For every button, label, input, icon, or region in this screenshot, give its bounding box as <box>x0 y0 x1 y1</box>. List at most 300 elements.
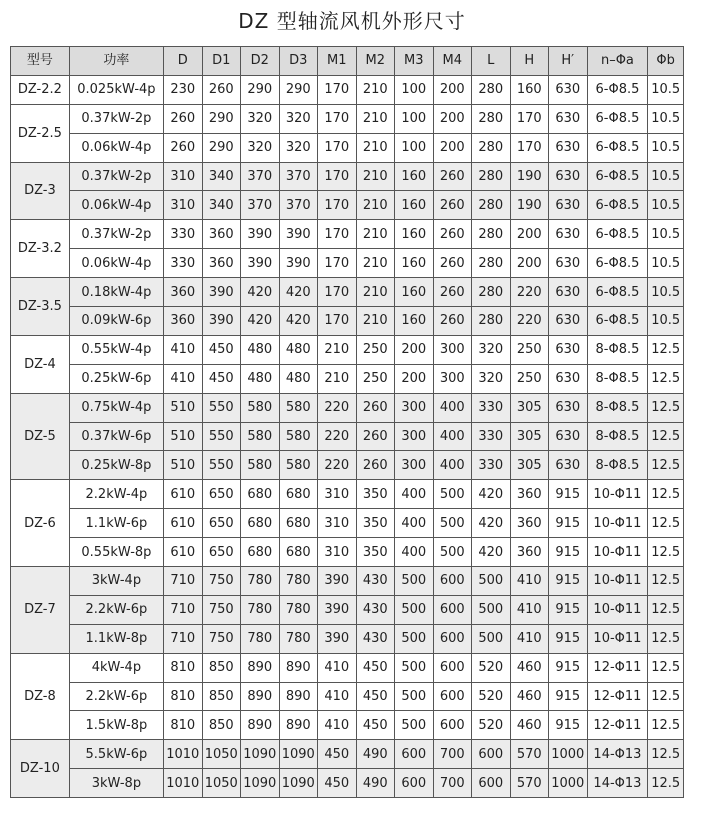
dimension-cell: 100 <box>395 104 434 133</box>
dimension-cell: 320 <box>279 133 318 162</box>
power-cell: 0.06kW-4p <box>69 133 163 162</box>
dimension-cell: 6-Φ8.5 <box>587 307 648 336</box>
dimension-cell: 630 <box>549 133 588 162</box>
dimension-cell: 210 <box>356 307 395 336</box>
dimension-cell: 10.5 <box>648 104 684 133</box>
column-header: H <box>510 47 549 76</box>
dimension-cell: 410 <box>318 682 357 711</box>
dimension-cell: 915 <box>549 509 588 538</box>
dimension-cell: 260 <box>356 393 395 422</box>
dimension-cell: 480 <box>241 364 280 393</box>
dimension-cell: 410 <box>318 711 357 740</box>
dimension-cell: 680 <box>241 538 280 567</box>
dimension-cell: 420 <box>472 480 511 509</box>
dimension-cell: 550 <box>202 393 241 422</box>
dimension-cell: 370 <box>241 162 280 191</box>
dimension-cell: 330 <box>164 249 203 278</box>
table-header <box>11 47 684 76</box>
dimension-cell: 580 <box>279 393 318 422</box>
column-header: 型号 <box>11 47 70 76</box>
dimension-cell: 310 <box>318 538 357 567</box>
dimension-cell: 915 <box>549 624 588 653</box>
dimension-cell: 510 <box>164 393 203 422</box>
dimension-cell: 6-Φ8.5 <box>587 249 648 278</box>
dimension-cell: 370 <box>241 191 280 220</box>
dimension-cell: 10-Φ11 <box>587 567 648 596</box>
table-row <box>11 769 684 798</box>
dimension-cell: 630 <box>549 422 588 451</box>
dimension-cell: 250 <box>356 364 395 393</box>
dimension-cell: 10-Φ11 <box>587 538 648 567</box>
power-cell: 0.25kW-8p <box>69 451 163 480</box>
dimension-cell: 680 <box>241 509 280 538</box>
model-cell: DZ-3.2 <box>11 220 70 278</box>
dimension-cell: 430 <box>356 624 395 653</box>
dimension-cell: 160 <box>395 278 434 307</box>
dimension-cell: 12.5 <box>648 335 684 364</box>
dimension-cell: 460 <box>510 711 549 740</box>
dimension-cell: 260 <box>164 104 203 133</box>
dimension-cell: 260 <box>433 220 472 249</box>
column-header: D <box>164 47 203 76</box>
dimension-cell: 780 <box>241 595 280 624</box>
dimension-cell: 850 <box>202 682 241 711</box>
dimension-cell: 210 <box>356 220 395 249</box>
dimension-cell: 420 <box>279 278 318 307</box>
dimension-cell: 200 <box>510 249 549 278</box>
dimension-cell: 600 <box>395 769 434 798</box>
dimension-cell: 915 <box>549 567 588 596</box>
power-cell: 0.37kW-2p <box>69 162 163 191</box>
dimension-cell: 915 <box>549 480 588 509</box>
dimension-cell: 420 <box>241 278 280 307</box>
dimension-cell: 290 <box>279 75 318 104</box>
dimension-cell: 400 <box>433 451 472 480</box>
dimension-cell: 480 <box>279 335 318 364</box>
dimension-cell: 190 <box>510 162 549 191</box>
dimension-cell: 570 <box>510 740 549 769</box>
dimension-cell: 12.5 <box>648 769 684 798</box>
dimension-cell: 360 <box>510 509 549 538</box>
table-row <box>11 75 684 104</box>
dimension-cell: 280 <box>472 104 511 133</box>
dimension-cell: 410 <box>164 364 203 393</box>
dimension-cell: 490 <box>356 769 395 798</box>
dimension-cell: 280 <box>472 133 511 162</box>
dimension-cell: 780 <box>241 624 280 653</box>
dimension-cell: 630 <box>549 191 588 220</box>
model-cell: DZ-8 <box>11 653 70 740</box>
dimension-cell: 420 <box>279 307 318 336</box>
dimension-cell: 160 <box>395 307 434 336</box>
dimension-cell: 500 <box>395 595 434 624</box>
dimension-cell: 8-Φ8.5 <box>587 364 648 393</box>
dimension-cell: 490 <box>356 740 395 769</box>
dimension-cell: 14-Φ13 <box>587 740 648 769</box>
power-cell: 0.75kW-4p <box>69 393 163 422</box>
dimension-cell: 520 <box>472 711 511 740</box>
dimension-cell: 915 <box>549 595 588 624</box>
dimension-cell: 12-Φ11 <box>587 653 648 682</box>
dimension-cell: 340 <box>202 191 241 220</box>
dimension-cell: 210 <box>356 75 395 104</box>
dimension-cell: 680 <box>241 480 280 509</box>
dimension-cell: 305 <box>510 422 549 451</box>
dimension-cell: 260 <box>433 191 472 220</box>
dimension-cell: 160 <box>510 75 549 104</box>
dimension-cell: 630 <box>549 75 588 104</box>
dimension-cell: 10.5 <box>648 220 684 249</box>
dimension-cell: 890 <box>241 682 280 711</box>
dimension-cell: 260 <box>433 162 472 191</box>
dimension-cell: 410 <box>510 567 549 596</box>
dimension-cell: 390 <box>202 307 241 336</box>
dimension-cell: 280 <box>472 220 511 249</box>
dimension-cell: 630 <box>549 335 588 364</box>
dimension-cell: 630 <box>549 364 588 393</box>
dimension-cell: 280 <box>472 191 511 220</box>
dimension-cell: 12.5 <box>648 653 684 682</box>
dimension-cell: 1050 <box>202 769 241 798</box>
dimension-cell: 500 <box>395 567 434 596</box>
dimension-cell: 160 <box>395 162 434 191</box>
dimension-cell: 580 <box>241 422 280 451</box>
dimension-cell: 680 <box>279 480 318 509</box>
dimension-cell: 630 <box>549 278 588 307</box>
dimension-cell: 10.5 <box>648 162 684 191</box>
table-row <box>11 682 684 711</box>
dimension-cell: 450 <box>318 740 357 769</box>
page-title: DZ 型轴流风机外形尺寸 <box>238 9 466 33</box>
dimension-cell: 680 <box>279 509 318 538</box>
dimension-cell: 260 <box>433 249 472 278</box>
table-row <box>11 567 684 596</box>
dimension-cell: 220 <box>510 278 549 307</box>
dimension-cell: 12.5 <box>648 480 684 509</box>
dimension-cell: 420 <box>472 509 511 538</box>
dimension-cell: 220 <box>510 307 549 336</box>
dimension-cell: 200 <box>395 335 434 364</box>
dimension-cell: 290 <box>241 75 280 104</box>
power-cell: 0.06kW-4p <box>69 191 163 220</box>
dimension-cell: 750 <box>202 567 241 596</box>
dimension-cell: 580 <box>241 451 280 480</box>
dimensions-table <box>10 46 684 798</box>
dimension-cell: 305 <box>510 451 549 480</box>
dimension-cell: 6-Φ8.5 <box>587 104 648 133</box>
power-cell: 0.37kW-6p <box>69 422 163 451</box>
dimension-cell: 780 <box>279 624 318 653</box>
table-row <box>11 249 684 278</box>
dimension-cell: 1000 <box>549 769 588 798</box>
column-header: D3 <box>279 47 318 76</box>
dimension-cell: 810 <box>164 682 203 711</box>
dimension-cell: 410 <box>510 624 549 653</box>
dimension-cell: 600 <box>395 740 434 769</box>
dimension-cell: 330 <box>164 220 203 249</box>
dimension-cell: 320 <box>472 364 511 393</box>
dimension-cell: 12-Φ11 <box>587 682 648 711</box>
dimension-cell: 450 <box>356 682 395 711</box>
dimension-cell: 520 <box>472 682 511 711</box>
dimension-cell: 915 <box>549 653 588 682</box>
dimension-cell: 360 <box>164 278 203 307</box>
table-row <box>11 364 684 393</box>
dimension-cell: 680 <box>279 538 318 567</box>
dimension-cell: 170 <box>318 191 357 220</box>
dimension-cell: 915 <box>549 711 588 740</box>
dimension-cell: 510 <box>164 451 203 480</box>
dimension-cell: 310 <box>318 509 357 538</box>
dimension-cell: 210 <box>318 335 357 364</box>
dimension-cell: 430 <box>356 567 395 596</box>
dimension-cell: 500 <box>395 682 434 711</box>
dimension-cell: 390 <box>241 220 280 249</box>
dimension-cell: 6-Φ8.5 <box>587 191 648 220</box>
dimension-cell: 370 <box>279 191 318 220</box>
dimension-cell: 650 <box>202 480 241 509</box>
dimension-cell: 170 <box>318 133 357 162</box>
dimension-cell: 1090 <box>241 769 280 798</box>
dimension-cell: 360 <box>202 249 241 278</box>
dimension-cell: 500 <box>433 538 472 567</box>
dimension-cell: 160 <box>395 249 434 278</box>
dimension-cell: 210 <box>356 133 395 162</box>
dimension-cell: 330 <box>472 451 511 480</box>
table-row <box>11 653 684 682</box>
dimension-cell: 320 <box>279 104 318 133</box>
dimension-cell: 360 <box>510 480 549 509</box>
table-row <box>11 162 684 191</box>
dimension-cell: 600 <box>433 711 472 740</box>
column-header: L <box>472 47 511 76</box>
dimension-cell: 200 <box>433 75 472 104</box>
dimension-cell: 170 <box>318 162 357 191</box>
dimension-cell: 630 <box>549 451 588 480</box>
column-header: D2 <box>241 47 280 76</box>
dimension-cell: 170 <box>510 104 549 133</box>
header-row <box>11 47 684 76</box>
dimension-cell: 100 <box>395 133 434 162</box>
column-header: M3 <box>395 47 434 76</box>
power-cell: 1.1kW-6p <box>69 509 163 538</box>
dimension-cell: 12.5 <box>648 624 684 653</box>
dimension-cell: 390 <box>279 220 318 249</box>
power-cell: 1.5kW-8p <box>69 711 163 740</box>
dimension-cell: 700 <box>433 740 472 769</box>
dimension-cell: 890 <box>279 711 318 740</box>
dimension-cell: 850 <box>202 711 241 740</box>
dimension-cell: 10.5 <box>648 75 684 104</box>
dimension-cell: 6-Φ8.5 <box>587 162 648 191</box>
dimension-cell: 170 <box>510 133 549 162</box>
dimension-cell: 430 <box>356 595 395 624</box>
dimension-cell: 350 <box>356 509 395 538</box>
table-row <box>11 104 684 133</box>
column-header: D1 <box>202 47 241 76</box>
table-row <box>11 595 684 624</box>
dimension-cell: 915 <box>549 538 588 567</box>
dimension-cell: 12.5 <box>648 422 684 451</box>
dimension-cell: 8-Φ8.5 <box>587 422 648 451</box>
dimension-cell: 610 <box>164 538 203 567</box>
dimension-cell: 1010 <box>164 769 203 798</box>
dimension-cell: 360 <box>164 307 203 336</box>
dimension-cell: 170 <box>318 249 357 278</box>
dimension-cell: 500 <box>395 624 434 653</box>
dimension-cell: 450 <box>356 653 395 682</box>
power-cell: 0.025kW-4p <box>69 75 163 104</box>
dimension-cell: 915 <box>549 682 588 711</box>
dimension-cell: 480 <box>279 364 318 393</box>
model-cell: DZ-5 <box>11 393 70 480</box>
dimension-cell: 10.5 <box>648 133 684 162</box>
power-cell: 0.25kW-6p <box>69 364 163 393</box>
dimension-cell: 710 <box>164 567 203 596</box>
dimension-cell: 600 <box>472 740 511 769</box>
dimension-cell: 780 <box>279 567 318 596</box>
dimension-cell: 10.5 <box>648 278 684 307</box>
dimension-cell: 100 <box>395 75 434 104</box>
dimension-cell: 390 <box>318 567 357 596</box>
dimension-cell: 6-Φ8.5 <box>587 75 648 104</box>
dimension-cell: 390 <box>202 278 241 307</box>
dimension-cell: 650 <box>202 509 241 538</box>
column-header: H′ <box>549 47 588 76</box>
dimension-cell: 600 <box>433 624 472 653</box>
dimension-cell: 480 <box>241 335 280 364</box>
dimension-cell: 630 <box>549 249 588 278</box>
table-row <box>11 480 684 509</box>
dimension-cell: 750 <box>202 595 241 624</box>
dimension-cell: 450 <box>356 711 395 740</box>
table-row <box>11 624 684 653</box>
dimension-cell: 750 <box>202 624 241 653</box>
dimension-cell: 890 <box>241 711 280 740</box>
dimension-cell: 300 <box>395 393 434 422</box>
dimension-cell: 12.5 <box>648 682 684 711</box>
dimension-cell: 850 <box>202 653 241 682</box>
table-row <box>11 220 684 249</box>
power-cell: 2.2kW-6p <box>69 682 163 711</box>
dimension-cell: 250 <box>510 335 549 364</box>
dimension-cell: 580 <box>241 393 280 422</box>
table-row <box>11 335 684 364</box>
dimension-cell: 600 <box>433 595 472 624</box>
dimension-cell: 320 <box>241 133 280 162</box>
power-cell: 4kW-4p <box>69 653 163 682</box>
dimension-cell: 210 <box>318 364 357 393</box>
dimension-cell: 220 <box>318 393 357 422</box>
dimension-cell: 300 <box>433 364 472 393</box>
dimension-cell: 160 <box>395 191 434 220</box>
dimension-cell: 400 <box>433 422 472 451</box>
dimension-cell: 390 <box>318 624 357 653</box>
dimension-cell: 570 <box>510 769 549 798</box>
dimension-cell: 200 <box>433 104 472 133</box>
dimension-cell: 10-Φ11 <box>587 480 648 509</box>
dimension-cell: 280 <box>472 307 511 336</box>
dimension-cell: 600 <box>433 653 472 682</box>
model-cell: DZ-10 <box>11 740 70 798</box>
dimension-cell: 600 <box>433 567 472 596</box>
dimension-cell: 410 <box>510 595 549 624</box>
dimension-cell: 600 <box>472 769 511 798</box>
dimension-cell: 260 <box>164 133 203 162</box>
dimension-cell: 200 <box>395 364 434 393</box>
dimension-cell: 12.5 <box>648 451 684 480</box>
dimension-cell: 12.5 <box>648 393 684 422</box>
table-row <box>11 740 684 769</box>
dimension-cell: 10-Φ11 <box>587 624 648 653</box>
model-cell: DZ-7 <box>11 567 70 654</box>
power-cell: 1.1kW-8p <box>69 624 163 653</box>
dimension-cell: 460 <box>510 682 549 711</box>
dimension-cell: 550 <box>202 422 241 451</box>
dimension-cell: 810 <box>164 711 203 740</box>
dimension-cell: 12.5 <box>648 595 684 624</box>
dimension-cell: 580 <box>279 451 318 480</box>
power-cell: 2.2kW-6p <box>69 595 163 624</box>
dimension-cell: 500 <box>395 653 434 682</box>
dimension-cell: 12-Φ11 <box>587 711 648 740</box>
dimension-cell: 10.5 <box>648 307 684 336</box>
dimension-cell: 10-Φ11 <box>587 509 648 538</box>
dimension-cell: 400 <box>395 538 434 567</box>
model-cell: DZ-2.2 <box>11 75 70 104</box>
dimension-cell: 260 <box>356 422 395 451</box>
power-cell: 0.55kW-8p <box>69 538 163 567</box>
dimension-cell: 210 <box>356 249 395 278</box>
power-cell: 0.18kW-4p <box>69 278 163 307</box>
dimension-cell: 500 <box>472 567 511 596</box>
column-header: M2 <box>356 47 395 76</box>
dimension-cell: 890 <box>279 682 318 711</box>
dimension-cell: 280 <box>472 249 511 278</box>
dimension-cell: 6-Φ8.5 <box>587 133 648 162</box>
dimension-cell: 12.5 <box>648 364 684 393</box>
dimension-cell: 220 <box>318 422 357 451</box>
dimension-cell: 400 <box>395 509 434 538</box>
dimension-cell: 260 <box>433 278 472 307</box>
dimension-cell: 170 <box>318 220 357 249</box>
dimension-cell: 1000 <box>549 740 588 769</box>
model-cell: DZ-6 <box>11 480 70 567</box>
dimension-cell: 260 <box>433 307 472 336</box>
dimension-cell: 320 <box>472 335 511 364</box>
dimension-cell: 8-Φ8.5 <box>587 335 648 364</box>
power-cell: 0.09kW-6p <box>69 307 163 336</box>
dimension-cell: 290 <box>202 104 241 133</box>
dimension-cell: 710 <box>164 595 203 624</box>
dimension-cell: 610 <box>164 480 203 509</box>
table-row <box>11 422 684 451</box>
power-cell: 2.2kW-4p <box>69 480 163 509</box>
dimension-cell: 12.5 <box>648 740 684 769</box>
dimension-cell: 780 <box>279 595 318 624</box>
dimension-cell: 500 <box>472 595 511 624</box>
dimension-cell: 160 <box>395 220 434 249</box>
dimension-cell: 300 <box>395 451 434 480</box>
dimension-cell: 200 <box>433 133 472 162</box>
dimension-cell: 630 <box>549 220 588 249</box>
dimension-cell: 460 <box>510 653 549 682</box>
dimension-cell: 330 <box>472 393 511 422</box>
dimension-cell: 1090 <box>241 740 280 769</box>
dimension-cell: 320 <box>241 104 280 133</box>
dimension-cell: 210 <box>356 162 395 191</box>
dimension-cell: 390 <box>241 249 280 278</box>
